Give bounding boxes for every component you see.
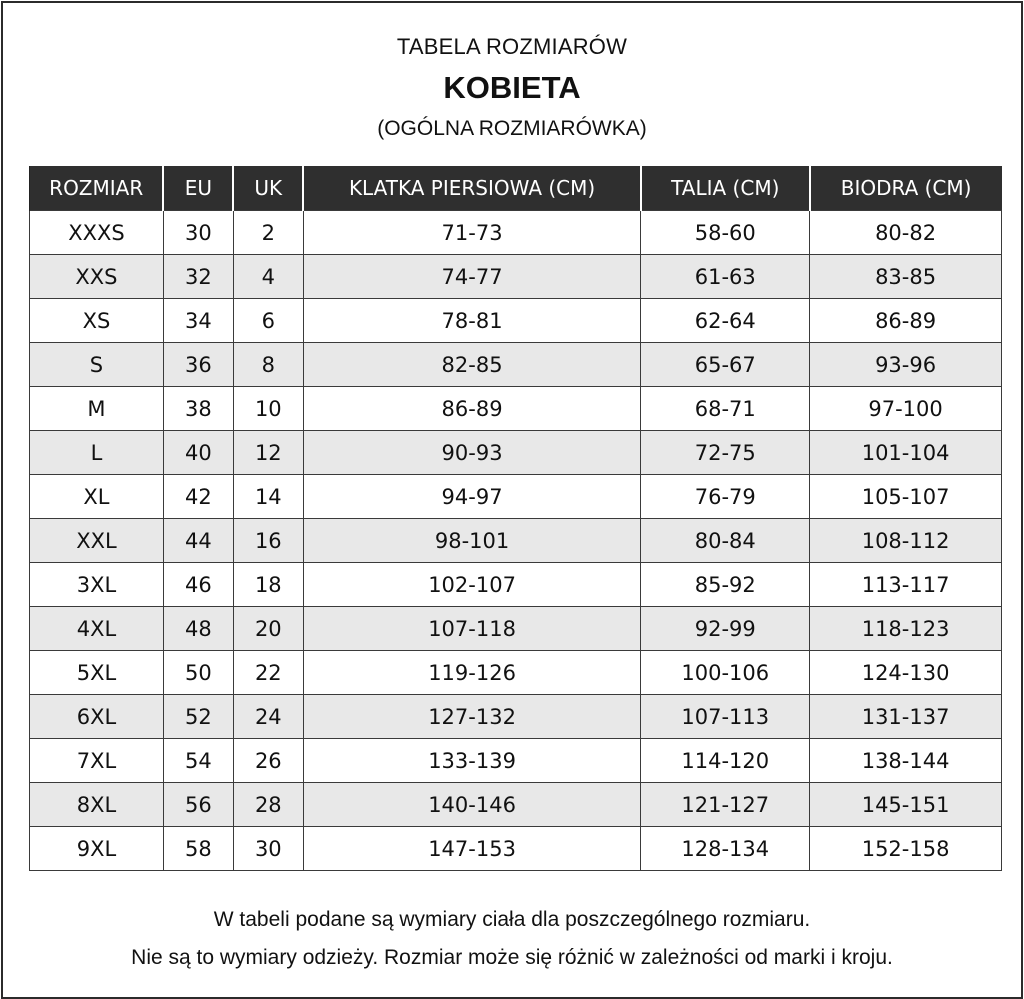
cell-eu: 46 xyxy=(163,563,233,607)
cell-chest: 74-77 xyxy=(303,255,641,299)
cell-chest: 71-73 xyxy=(303,211,641,255)
column-header-hips: BIODRA (CM) xyxy=(810,166,1002,211)
chart-note: (OGÓLNA ROZMIARÓWKA) xyxy=(377,117,647,140)
cell-waist: 121-127 xyxy=(641,783,810,827)
footer-note-line-1: W tabeli podane są wymiary ciała dla poszczególnego rozmiaru. xyxy=(213,908,811,931)
cell-waist: 85-92 xyxy=(641,563,810,607)
table-row xyxy=(30,299,1002,343)
cell-chest: 107-118 xyxy=(303,607,641,651)
table-body xyxy=(30,211,1002,871)
chart-title: TABELA ROZMIARÓW xyxy=(396,34,628,59)
cell-eu: 34 xyxy=(163,299,233,343)
cell-waist: 76-79 xyxy=(641,475,810,519)
cell-uk: 4 xyxy=(233,255,303,299)
size-chart-frame xyxy=(1,1,1023,999)
cell-uk: 28 xyxy=(233,783,303,827)
cell-hips: 113-117 xyxy=(810,563,1002,607)
cell-size: 4XL xyxy=(30,607,164,651)
cell-hips: 124-130 xyxy=(810,651,1002,695)
cell-waist: 72-75 xyxy=(641,431,810,475)
cell-waist: 100-106 xyxy=(641,651,810,695)
column-header-chest: KLATKA PIERSIOWA (CM) xyxy=(303,166,641,211)
cell-eu: 42 xyxy=(163,475,233,519)
cell-size: 9XL xyxy=(30,827,164,871)
table-header-row xyxy=(30,166,1002,211)
cell-hips: 101-104 xyxy=(810,431,1002,475)
size-table xyxy=(29,166,1002,871)
cell-waist: 62-64 xyxy=(641,299,810,343)
table-row xyxy=(30,255,1002,299)
cell-uk: 30 xyxy=(233,827,303,871)
cell-waist: 65-67 xyxy=(641,343,810,387)
cell-hips: 138-144 xyxy=(810,739,1002,783)
cell-uk: 22 xyxy=(233,651,303,695)
cell-hips: 145-151 xyxy=(810,783,1002,827)
cell-hips: 105-107 xyxy=(810,475,1002,519)
cell-eu: 30 xyxy=(163,211,233,255)
table-row xyxy=(30,783,1002,827)
cell-uk: 2 xyxy=(233,211,303,255)
column-header-size: ROZMIAR xyxy=(30,166,164,211)
table-row xyxy=(30,475,1002,519)
cell-size: XXXS xyxy=(30,211,164,255)
cell-chest: 119-126 xyxy=(303,651,641,695)
cell-size: XXS xyxy=(30,255,164,299)
chart-subtitle: KOBIETA xyxy=(443,70,581,105)
cell-waist: 92-99 xyxy=(641,607,810,651)
cell-eu: 56 xyxy=(163,783,233,827)
cell-waist: 128-134 xyxy=(641,827,810,871)
cell-size: 6XL xyxy=(30,695,164,739)
cell-chest: 90-93 xyxy=(303,431,641,475)
cell-chest: 102-107 xyxy=(303,563,641,607)
column-header-uk: UK xyxy=(233,166,303,211)
cell-eu: 44 xyxy=(163,519,233,563)
cell-hips: 131-137 xyxy=(810,695,1002,739)
cell-size: 8XL xyxy=(30,783,164,827)
cell-chest: 133-139 xyxy=(303,739,641,783)
cell-hips: 83-85 xyxy=(810,255,1002,299)
cell-uk: 18 xyxy=(233,563,303,607)
cell-chest: 94-97 xyxy=(303,475,641,519)
table-row xyxy=(30,827,1002,871)
cell-size: XS xyxy=(30,299,164,343)
cell-hips: 80-82 xyxy=(810,211,1002,255)
cell-hips: 86-89 xyxy=(810,299,1002,343)
cell-uk: 16 xyxy=(233,519,303,563)
cell-size: 5XL xyxy=(30,651,164,695)
cell-size: XL xyxy=(30,475,164,519)
table-row xyxy=(30,343,1002,387)
cell-eu: 54 xyxy=(163,739,233,783)
table-row xyxy=(30,211,1002,255)
cell-uk: 6 xyxy=(233,299,303,343)
cell-size: XXL xyxy=(30,519,164,563)
cell-uk: 24 xyxy=(233,695,303,739)
cell-eu: 48 xyxy=(163,607,233,651)
cell-chest: 78-81 xyxy=(303,299,641,343)
table-row xyxy=(30,651,1002,695)
cell-waist: 114-120 xyxy=(641,739,810,783)
cell-eu: 40 xyxy=(163,431,233,475)
table-row xyxy=(30,695,1002,739)
cell-chest: 98-101 xyxy=(303,519,641,563)
cell-eu: 50 xyxy=(163,651,233,695)
cell-uk: 20 xyxy=(233,607,303,651)
cell-eu: 38 xyxy=(163,387,233,431)
table-row xyxy=(30,563,1002,607)
cell-uk: 8 xyxy=(233,343,303,387)
table-row xyxy=(30,739,1002,783)
cell-waist: 58-60 xyxy=(641,211,810,255)
cell-hips: 118-123 xyxy=(810,607,1002,651)
cell-chest: 147-153 xyxy=(303,827,641,871)
cell-eu: 58 xyxy=(163,827,233,871)
column-header-eu: EU xyxy=(163,166,233,211)
cell-chest: 140-146 xyxy=(303,783,641,827)
cell-hips: 108-112 xyxy=(810,519,1002,563)
cell-uk: 26 xyxy=(233,739,303,783)
cell-waist: 80-84 xyxy=(641,519,810,563)
cell-uk: 14 xyxy=(233,475,303,519)
table-row xyxy=(30,387,1002,431)
table-row xyxy=(30,431,1002,475)
cell-eu: 52 xyxy=(163,695,233,739)
footer-note-line-2: Nie są to wymiary odzieży. Rozmiar może się różnić w zależności od marki i kroju. xyxy=(131,946,893,969)
cell-size: 3XL xyxy=(30,563,164,607)
cell-waist: 68-71 xyxy=(641,387,810,431)
cell-uk: 10 xyxy=(233,387,303,431)
cell-eu: 36 xyxy=(163,343,233,387)
table-row xyxy=(30,607,1002,651)
cell-uk: 12 xyxy=(233,431,303,475)
column-header-waist: TALIA (CM) xyxy=(641,166,810,211)
table-row xyxy=(30,519,1002,563)
cell-size: M xyxy=(30,387,164,431)
cell-waist: 61-63 xyxy=(641,255,810,299)
cell-hips: 97-100 xyxy=(810,387,1002,431)
cell-chest: 82-85 xyxy=(303,343,641,387)
cell-size: L xyxy=(30,431,164,475)
cell-hips: 152-158 xyxy=(810,827,1002,871)
cell-eu: 32 xyxy=(163,255,233,299)
cell-waist: 107-113 xyxy=(641,695,810,739)
cell-size: S xyxy=(30,343,164,387)
cell-hips: 93-96 xyxy=(810,343,1002,387)
cell-chest: 86-89 xyxy=(303,387,641,431)
cell-size: 7XL xyxy=(30,739,164,783)
cell-chest: 127-132 xyxy=(303,695,641,739)
